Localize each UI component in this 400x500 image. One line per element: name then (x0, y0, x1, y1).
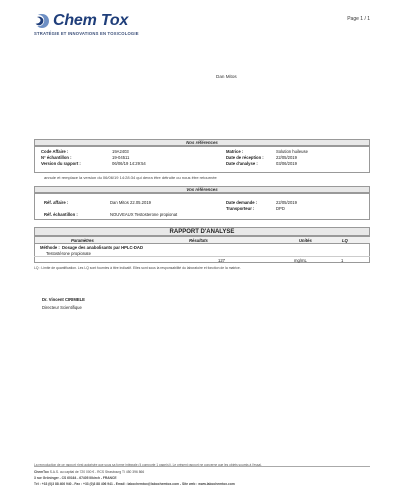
ref-echantillon-value: NOUVEAUX Testosterone propionat (110, 212, 178, 217)
echantillon-label: N° échantillon : (41, 155, 72, 160)
footer-contact: Tél : +33 (0)3 88 406 940 - Fax : +33 (0)3 88 406 941 - Email : labochemtox@labochemtox.com - Site web : www.labochemtox.com (34, 482, 235, 486)
transporteur-value: DPD (276, 206, 285, 211)
ref-affaire-value: Dan Mitos 22.05.2019 (110, 200, 151, 205)
code-affaire-label: Code Affaire : (41, 149, 69, 154)
matrice-label: Matrice : (226, 149, 244, 154)
recipient-name: Dan Mitos (216, 74, 237, 79)
signatory-name: Dr. Vincent CIRIMELE (42, 297, 85, 302)
page-number: Page 1 / 1 (347, 16, 370, 22)
rapport-table-header (35, 237, 370, 244)
version-value: 06/06/19 14:29:54 (112, 161, 146, 166)
ref-affaire-label: Réf. affaire : (44, 200, 69, 205)
version-note: annule et remplace la version du 06/06/19 14:28:34 qui devra être détruite ou nous être retournée (44, 175, 217, 180)
logo-tagline: STRATÉGIE ET INNOVATIONS EN TOXICOLOGIE (34, 31, 139, 36)
rapport-title: RAPPORT D'ANALYSE (169, 229, 235, 235)
row-divider (34, 256, 370, 257)
analyse-value: 03/06/2019 (276, 161, 297, 166)
lq-note: LQ : Limite de quantification. Les LQ sont fournies à titre indicatif. Elles sont sous la responsabilité du laboratoire et fonction de la matrice. (34, 266, 241, 270)
footer-rule (34, 466, 370, 467)
col-resultats: Résultats (189, 238, 208, 243)
version-label: Version du rapport : (41, 161, 81, 166)
footer-disclaimer: La reproduction de ce rapport n'est autorisée que sous sa forme intégrale (4 comporte 1 page(s)). Le présent rapport ne concerne que les objets soumis à l'essai. (34, 463, 262, 467)
footer-company-name: ChemTox (34, 470, 49, 474)
param-name: Testostérone propionate (46, 251, 91, 256)
transporteur-label: Transporteur : (226, 206, 255, 211)
code-affaire-value: 19A2403 (112, 149, 129, 154)
methode-value: Dosage des anabolisants par HPLC-DAD (62, 245, 143, 250)
demande-value: 22/05/2019 (276, 200, 297, 205)
reception-label: Date de réception : (226, 155, 264, 160)
signatory-title: Directeur Scientifique (42, 305, 82, 310)
matrice-value: Solution huileuse (276, 149, 308, 154)
vos-references-box (34, 193, 370, 220)
logo (34, 12, 128, 30)
vos-references-title: Vos références (186, 187, 218, 192)
unit-value: mg/mL (294, 258, 307, 263)
ref-echantillon-label: Réf. échantillon : (44, 212, 78, 217)
nos-references-header (34, 139, 370, 146)
logo-text: Chem Tox (53, 12, 129, 29)
footer-address: 3 rue Gröninger - CS 60164 - 67405 Illkirch - FRANCE (34, 476, 117, 480)
methode-label: Méthode : (40, 245, 60, 250)
col-lq: LQ (342, 238, 348, 243)
chemtox-logo-icon (34, 13, 50, 29)
lq-value: 1 (341, 258, 344, 263)
rapport-header (34, 227, 370, 236)
col-parametres: Paramètres (71, 238, 94, 243)
reception-value: 22/05/2019 (276, 155, 297, 160)
result-value: 127 (218, 258, 225, 263)
col-unites: Unités (299, 238, 312, 243)
nos-references-title: Nos références (186, 140, 218, 145)
footer-company-info: S.A.S. au capital de 720 000 € - RCS Strasbourg TI 450 396 866 (48, 470, 145, 474)
echantillon-value: 19-04511 (112, 155, 130, 160)
demande-label: Date demande : (226, 200, 258, 205)
analyse-label: Date d'analyse : (226, 161, 258, 166)
footer-company-line (34, 470, 144, 474)
nos-references-box (34, 146, 370, 173)
vos-references-header (34, 186, 370, 193)
